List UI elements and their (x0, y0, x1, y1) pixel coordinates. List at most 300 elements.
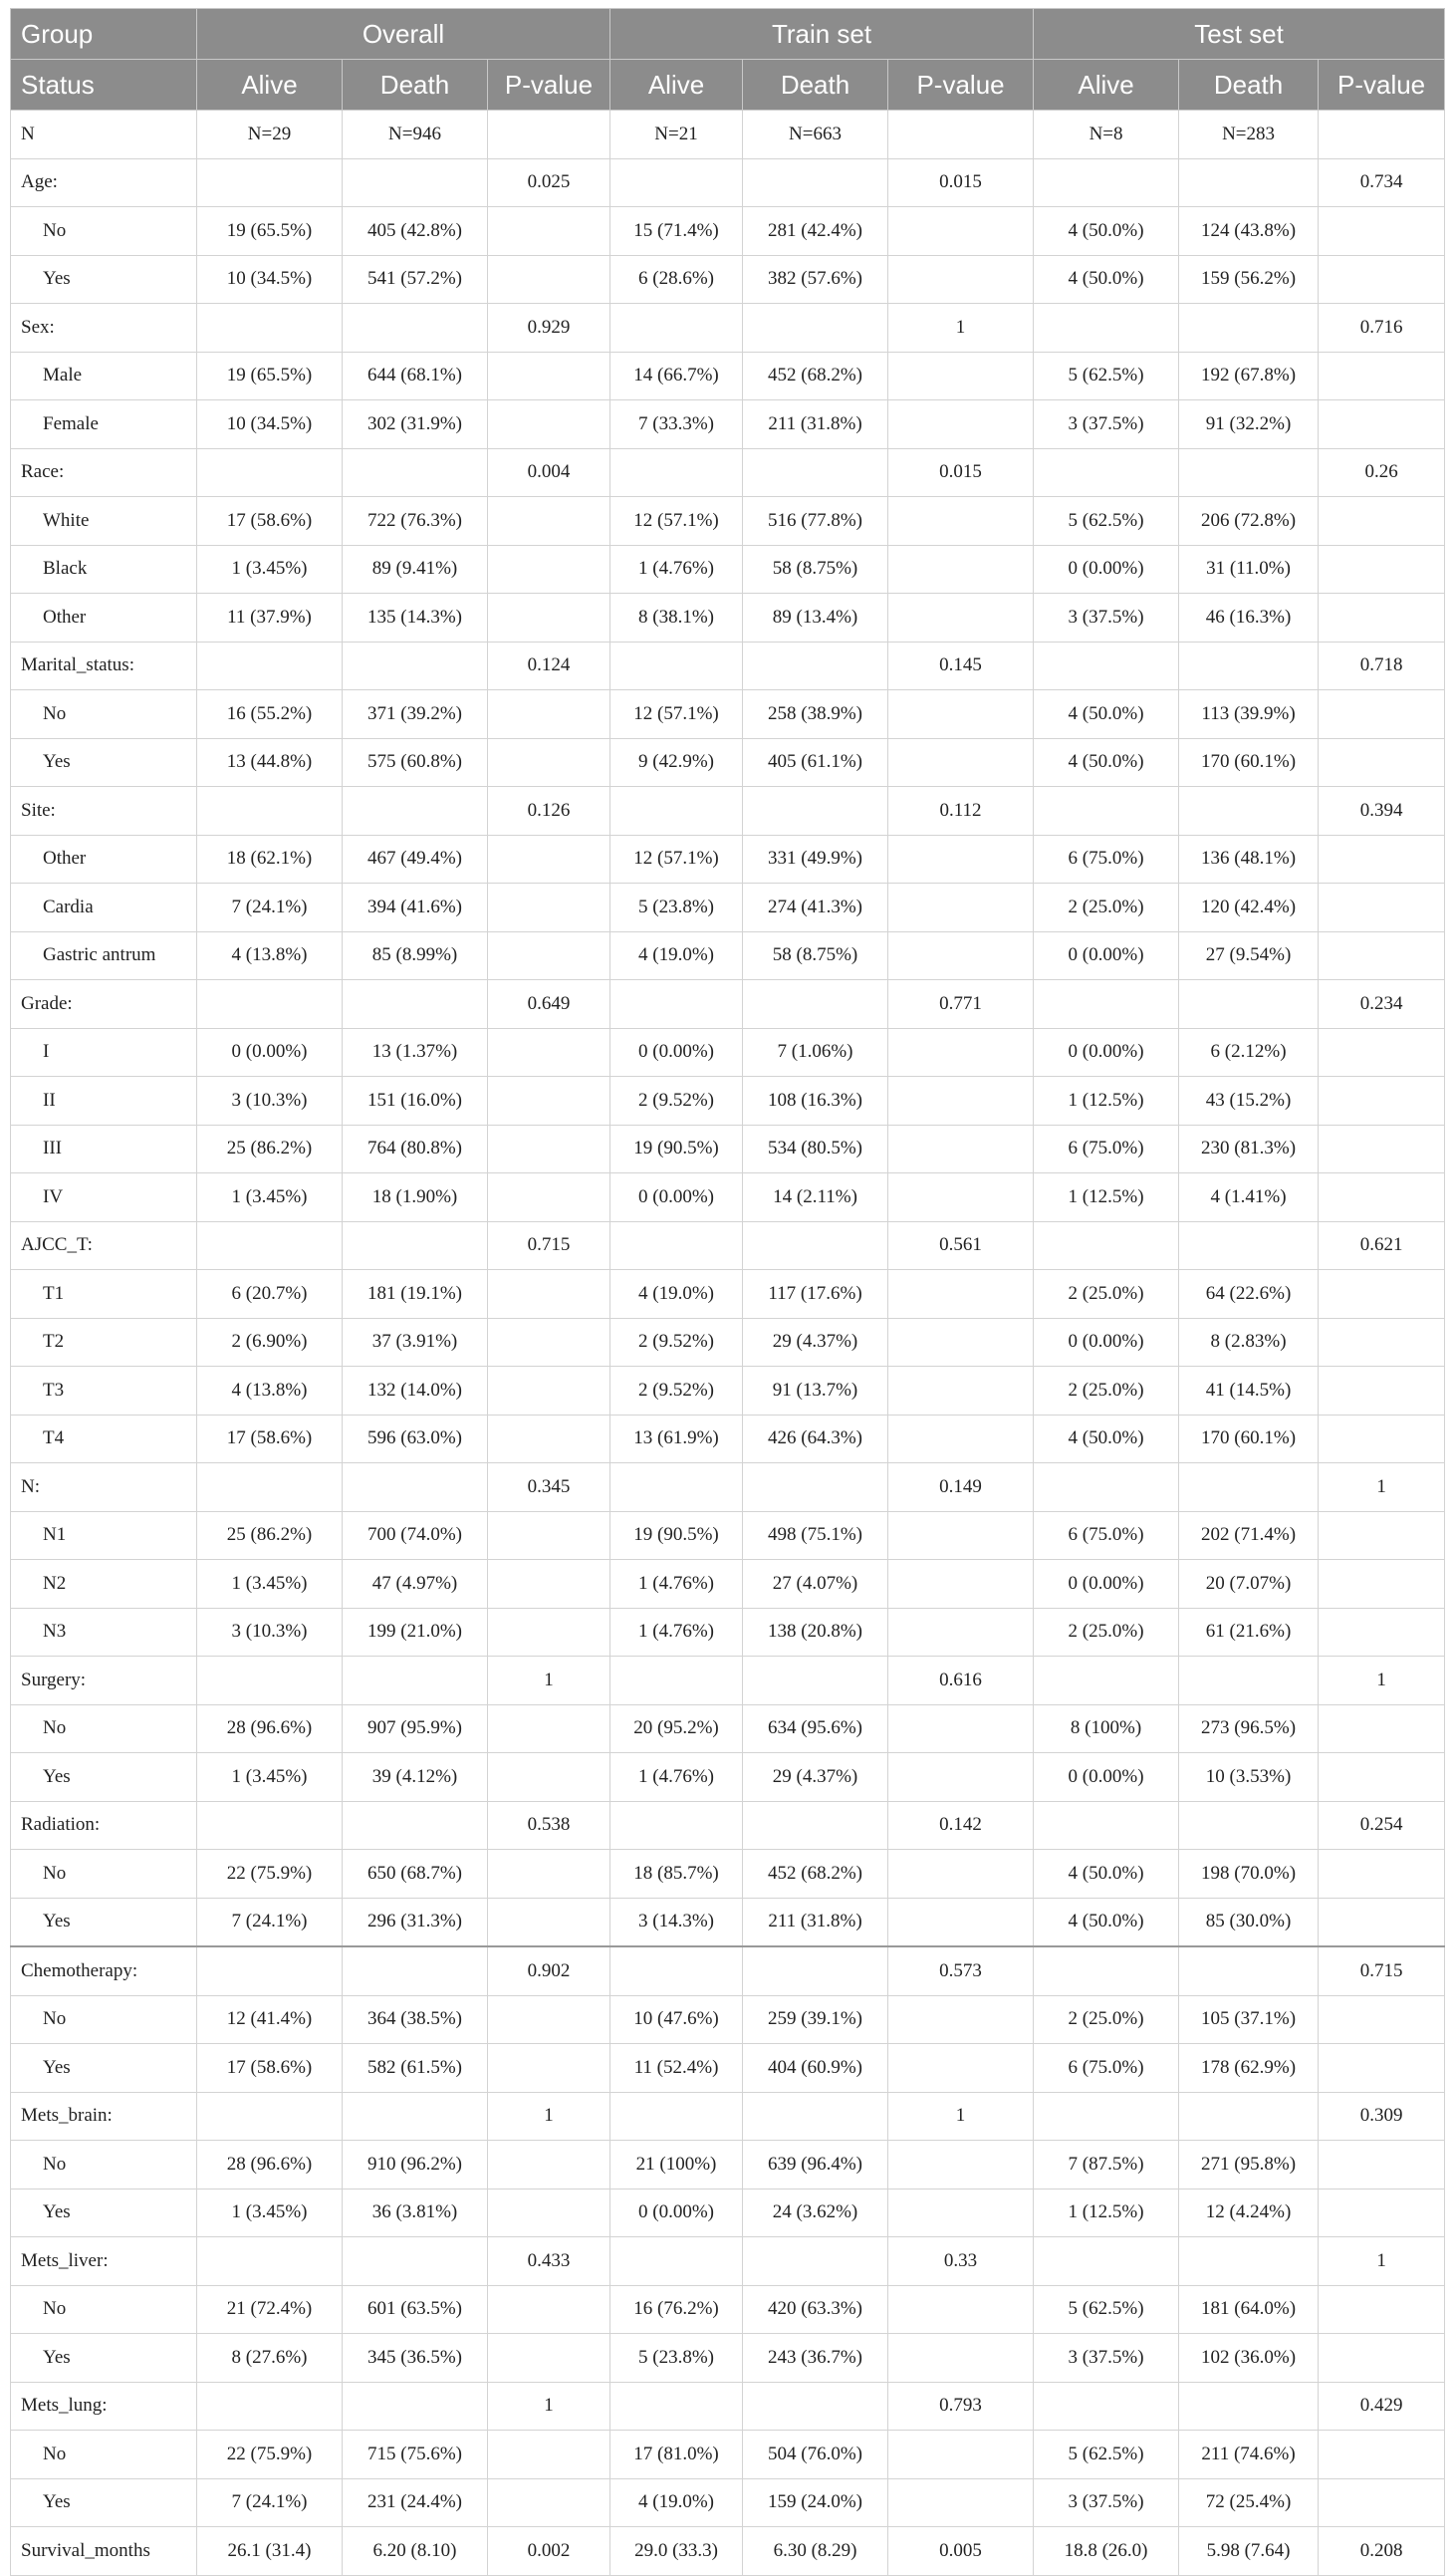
train-pvalue-cell (888, 2431, 1034, 2479)
overall-alive-cell: 12 (41.4%) (197, 1995, 343, 2044)
test-death-cell: 178 (62.9%) (1179, 2044, 1319, 2093)
test-alive-header: Alive (1034, 60, 1179, 111)
train-alive-cell: 4 (19.0%) (610, 2478, 743, 2527)
train-alive-cell: 0 (0.00%) (610, 1173, 743, 1222)
row-label: Radiation: (11, 1801, 197, 1850)
overall-pvalue-cell: 0.538 (488, 1801, 610, 1850)
test-pvalue-cell (1319, 400, 1445, 449)
overall-alive-cell: 10 (34.5%) (197, 255, 343, 304)
test-death-cell: 5.98 (7.64) (1179, 2527, 1319, 2576)
train-alive-cell (610, 1801, 743, 1850)
train-alive-cell: 8 (38.1%) (610, 594, 743, 643)
test-pvalue-cell (1319, 2141, 1445, 2190)
test-death-cell (1179, 2382, 1319, 2431)
overall-alive-cell: 4 (13.8%) (197, 931, 343, 980)
train-death-cell: 405 (61.1%) (743, 738, 888, 787)
train-pvalue-cell: 0.145 (888, 642, 1034, 690)
overall-alive-cell: 11 (37.9%) (197, 594, 343, 643)
test-alive-cell: 4 (50.0%) (1034, 690, 1179, 739)
header-row-groups (11, 9, 1445, 60)
train-alive-cell (610, 1657, 743, 1705)
train-alive-cell: 15 (71.4%) (610, 207, 743, 256)
table-row (11, 690, 1445, 739)
test-pvalue-cell (1319, 1125, 1445, 1173)
train-pvalue-cell: 0.33 (888, 2237, 1034, 2286)
test-pvalue-cell (1319, 2044, 1445, 2093)
train-alive-cell: 6 (28.6%) (610, 255, 743, 304)
row-sublabel: White (11, 497, 197, 546)
test-pvalue-cell (1319, 2285, 1445, 2334)
train-pvalue-cell (888, 2285, 1034, 2334)
table-row (11, 497, 1445, 546)
overall-alive-cell (197, 1221, 343, 1270)
test-death-cell: 61 (21.6%) (1179, 1608, 1319, 1657)
test-death-cell: 12 (4.24%) (1179, 2189, 1319, 2237)
test-alive-cell: 1 (12.5%) (1034, 2189, 1179, 2237)
train-alive-cell: 2 (9.52%) (610, 1367, 743, 1416)
overall-alive-cell: 1 (3.45%) (197, 1560, 343, 1609)
overall-pvalue-cell (488, 2478, 610, 2527)
overall-alive-cell: 19 (65.5%) (197, 352, 343, 400)
train-pvalue-cell (888, 1173, 1034, 1222)
train-alive-cell: 20 (95.2%) (610, 1704, 743, 1753)
train-pvalue-cell: 0.561 (888, 1221, 1034, 1270)
overall-alive-cell: 7 (24.1%) (197, 884, 343, 932)
overall-death-cell: 650 (68.7%) (343, 1850, 488, 1899)
overall-pvalue-cell (488, 1850, 610, 1899)
train-pvalue-cell (888, 497, 1034, 546)
overall-pvalue-cell (488, 207, 610, 256)
train-pvalue-cell (888, 1367, 1034, 1416)
overall-pvalue-cell (488, 1995, 610, 2044)
overall-alive-cell: 8 (27.6%) (197, 2334, 343, 2383)
row-sublabel: Other (11, 835, 197, 884)
train-pvalue-cell (888, 400, 1034, 449)
train-pvalue-cell (888, 690, 1034, 739)
train-death-cell: 211 (31.8%) (743, 400, 888, 449)
test-alive-cell: 3 (37.5%) (1034, 2478, 1179, 2527)
test-pvalue-cell (1319, 1608, 1445, 1657)
test-pvalue-cell (1319, 1028, 1445, 1077)
test-death-cell (1179, 448, 1319, 497)
train-death-cell: 382 (57.6%) (743, 255, 888, 304)
table-row (11, 931, 1445, 980)
table-row (11, 1125, 1445, 1173)
overall-alive-cell: 4 (13.8%) (197, 1367, 343, 1416)
table-row (11, 1511, 1445, 1560)
overall-pvalue-cell (488, 400, 610, 449)
row-label: Chemotherapy: (11, 1946, 197, 1995)
test-pvalue-cell: 0.26 (1319, 448, 1445, 497)
train-pvalue-cell (888, 1077, 1034, 1126)
train-alive-cell: 11 (52.4%) (610, 2044, 743, 2093)
row-sublabel: Other (11, 594, 197, 643)
overall-alive-cell: 3 (10.3%) (197, 1608, 343, 1657)
train-alive-cell: 16 (76.2%) (610, 2285, 743, 2334)
train-pvalue-cell: 1 (888, 304, 1034, 353)
row-label: Site: (11, 787, 197, 836)
table-row (11, 1270, 1445, 1319)
overall-pvalue-cell (488, 1704, 610, 1753)
overall-alive-cell (197, 980, 343, 1029)
train-death-cell: 281 (42.4%) (743, 207, 888, 256)
train-death-cell (743, 1221, 888, 1270)
train-death-cell (743, 787, 888, 836)
table-row (11, 1318, 1445, 1367)
test-death-cell (1179, 642, 1319, 690)
test-pvalue-cell (1319, 255, 1445, 304)
overall-pvalue-cell (488, 1270, 610, 1319)
test-pvalue-cell (1319, 1318, 1445, 1367)
train-death-cell: 138 (20.8%) (743, 1608, 888, 1657)
test-alive-cell (1034, 1463, 1179, 1512)
test-alive-cell: 2 (25.0%) (1034, 1367, 1179, 1416)
train-alive-cell: 7 (33.3%) (610, 400, 743, 449)
train-death-cell: 6.30 (8.29) (743, 2527, 888, 2576)
test-alive-cell: 18.8 (26.0) (1034, 2527, 1179, 2576)
test-alive-cell: 0 (0.00%) (1034, 1560, 1179, 1609)
overall-alive-cell: 1 (3.45%) (197, 545, 343, 594)
train-death-cell (743, 980, 888, 1029)
overall-pvalue-cell (488, 2334, 610, 2383)
test-alive-cell: 3 (37.5%) (1034, 400, 1179, 449)
test-death-cell: 271 (95.8%) (1179, 2141, 1319, 2190)
train-alive-cell (610, 448, 743, 497)
test-death-cell (1179, 158, 1319, 207)
table-row (11, 1173, 1445, 1222)
table-row (11, 2092, 1445, 2141)
test-pvalue-cell: 0.309 (1319, 2092, 1445, 2141)
table-row (11, 2285, 1445, 2334)
row-sublabel: Yes (11, 255, 197, 304)
train-pvalue-cell: 0.015 (888, 158, 1034, 207)
test-pvalue-cell: 0.208 (1319, 2527, 1445, 2576)
overall-pvalue-cell (488, 1511, 610, 1560)
train-pvalue-cell (888, 352, 1034, 400)
overall-pvalue-cell (488, 111, 610, 159)
test-alive-cell: 5 (62.5%) (1034, 2285, 1179, 2334)
train-death-cell: 420 (63.3%) (743, 2285, 888, 2334)
overall-death-cell: 181 (19.1%) (343, 1270, 488, 1319)
test-alive-cell (1034, 2382, 1179, 2431)
test-pvalue-cell (1319, 2334, 1445, 2383)
test-death-cell: 105 (37.1%) (1179, 1995, 1319, 2044)
header-row-status (11, 60, 1445, 111)
overall-pvalue-cell (488, 690, 610, 739)
train-death-cell: 89 (13.4%) (743, 594, 888, 643)
overall-alive-cell (197, 1801, 343, 1850)
train-death-cell: 29 (4.37%) (743, 1318, 888, 1367)
test-pvalue-cell: 0.716 (1319, 304, 1445, 353)
test-alive-cell: 5 (62.5%) (1034, 352, 1179, 400)
row-label: Mets_lung: (11, 2382, 197, 2431)
overall-death-cell (343, 1801, 488, 1850)
row-sublabel: Yes (11, 2478, 197, 2527)
test-alive-cell: 0 (0.00%) (1034, 545, 1179, 594)
train-pvalue-cell (888, 594, 1034, 643)
train-pvalue-cell (888, 2334, 1034, 2383)
overall-death-cell: 37 (3.91%) (343, 1318, 488, 1367)
train-death-cell: 404 (60.9%) (743, 2044, 888, 2093)
train-death-cell: 7 (1.06%) (743, 1028, 888, 1077)
overall-pvalue-cell (488, 1173, 610, 1222)
test-pvalue-cell (1319, 111, 1445, 159)
overall-death-cell: 13 (1.37%) (343, 1028, 488, 1077)
row-sublabel: Yes (11, 738, 197, 787)
row-label: Mets_brain: (11, 2092, 197, 2141)
test-death-cell: 170 (60.1%) (1179, 738, 1319, 787)
overall-alive-cell (197, 2382, 343, 2431)
test-set-header: Test set (1034, 9, 1445, 60)
table-row (11, 2431, 1445, 2479)
train-pvalue-cell (888, 1608, 1034, 1657)
train-death-cell: 91 (13.7%) (743, 1367, 888, 1416)
row-sublabel: No (11, 2431, 197, 2479)
train-death-cell: 29 (4.37%) (743, 1753, 888, 1802)
test-alive-cell (1034, 1946, 1179, 1995)
train-death-cell: 274 (41.3%) (743, 884, 888, 932)
row-label: Age: (11, 158, 197, 207)
train-alive-cell: 12 (57.1%) (610, 835, 743, 884)
overall-death-cell: 582 (61.5%) (343, 2044, 488, 2093)
test-death-cell: 85 (30.0%) (1179, 1898, 1319, 1946)
test-alive-cell: 2 (25.0%) (1034, 884, 1179, 932)
table-row (11, 2189, 1445, 2237)
overall-alive-cell (197, 2237, 343, 2286)
test-pvalue-cell (1319, 545, 1445, 594)
overall-alive-cell: 1 (3.45%) (197, 1753, 343, 1802)
test-alive-cell: 5 (62.5%) (1034, 2431, 1179, 2479)
table-row (11, 594, 1445, 643)
overall-pvalue-header: P-value (488, 60, 610, 111)
train-death-cell (743, 1657, 888, 1705)
overall-death-cell (343, 2237, 488, 2286)
train-alive-header: Alive (610, 60, 743, 111)
overall-death-cell: 151 (16.0%) (343, 1077, 488, 1126)
test-death-cell: 64 (22.6%) (1179, 1270, 1319, 1319)
overall-pvalue-cell (488, 497, 610, 546)
train-pvalue-cell: 0.616 (888, 1657, 1034, 1705)
test-death-cell: 113 (39.9%) (1179, 690, 1319, 739)
row-sublabel: II (11, 1077, 197, 1126)
test-death-cell: 43 (15.2%) (1179, 1077, 1319, 1126)
train-pvalue-cell (888, 2141, 1034, 2190)
overall-pvalue-cell: 0.025 (488, 158, 610, 207)
table-row (11, 448, 1445, 497)
train-death-cell: 258 (38.9%) (743, 690, 888, 739)
test-alive-cell: 5 (62.5%) (1034, 497, 1179, 546)
train-alive-cell: 0 (0.00%) (610, 1028, 743, 1077)
test-death-cell: 170 (60.1%) (1179, 1415, 1319, 1463)
overall-alive-cell (197, 304, 343, 353)
overall-alive-cell: 17 (58.6%) (197, 2044, 343, 2093)
row-sublabel: T1 (11, 1270, 197, 1319)
test-pvalue-cell (1319, 1367, 1445, 1416)
test-death-cell: 4 (1.41%) (1179, 1173, 1319, 1222)
train-death-cell (743, 158, 888, 207)
test-alive-cell (1034, 2237, 1179, 2286)
train-alive-cell: 13 (61.9%) (610, 1415, 743, 1463)
test-alive-cell: 3 (37.5%) (1034, 594, 1179, 643)
train-alive-cell: 29.0 (33.3) (610, 2527, 743, 2576)
train-pvalue-cell (888, 1318, 1034, 1367)
overall-death-cell (343, 1946, 488, 1995)
train-alive-cell: 9 (42.9%) (610, 738, 743, 787)
overall-pvalue-cell: 0.715 (488, 1221, 610, 1270)
train-death-cell (743, 448, 888, 497)
test-pvalue-cell (1319, 2478, 1445, 2527)
row-label: Marital_status: (11, 642, 197, 690)
overall-alive-cell (197, 1657, 343, 1705)
overall-death-cell: 47 (4.97%) (343, 1560, 488, 1609)
overall-death-cell: 907 (95.9%) (343, 1704, 488, 1753)
train-alive-cell (610, 158, 743, 207)
train-pvalue-cell (888, 1270, 1034, 1319)
train-death-cell (743, 1463, 888, 1512)
test-death-cell: 192 (67.8%) (1179, 352, 1319, 400)
test-pvalue-cell (1319, 884, 1445, 932)
train-alive-cell (610, 2382, 743, 2431)
row-sublabel: Yes (11, 1898, 197, 1946)
train-death-cell: 516 (77.8%) (743, 497, 888, 546)
train-death-cell (743, 2237, 888, 2286)
table-row (11, 1367, 1445, 1416)
train-death-cell: 452 (68.2%) (743, 1850, 888, 1899)
overall-alive-cell: 22 (75.9%) (197, 2431, 343, 2479)
test-alive-cell: 4 (50.0%) (1034, 738, 1179, 787)
overall-death-cell (343, 1463, 488, 1512)
overall-death-cell: 601 (63.5%) (343, 2285, 488, 2334)
table-row (11, 1221, 1445, 1270)
overall-death-cell (343, 304, 488, 353)
table-row (11, 1801, 1445, 1850)
test-death-cell (1179, 1946, 1319, 1995)
train-pvalue-cell (888, 1753, 1034, 1802)
test-death-cell: 46 (16.3%) (1179, 594, 1319, 643)
row-sublabel: Yes (11, 2334, 197, 2383)
overall-pvalue-cell (488, 1753, 610, 1802)
test-death-cell: 211 (74.6%) (1179, 2431, 1319, 2479)
overall-death-cell: N=946 (343, 111, 488, 159)
test-alive-cell: 6 (75.0%) (1034, 835, 1179, 884)
overall-death-cell: 575 (60.8%) (343, 738, 488, 787)
overall-death-cell: 18 (1.90%) (343, 1173, 488, 1222)
overall-death-cell: 132 (14.0%) (343, 1367, 488, 1416)
overall-pvalue-cell (488, 1898, 610, 1946)
overall-alive-cell: 16 (55.2%) (197, 690, 343, 739)
overall-death-cell: 199 (21.0%) (343, 1608, 488, 1657)
row-sublabel: No (11, 1995, 197, 2044)
table-row (11, 835, 1445, 884)
train-alive-cell: 2 (9.52%) (610, 1077, 743, 1126)
test-alive-cell: 0 (0.00%) (1034, 1318, 1179, 1367)
train-alive-cell: 5 (23.8%) (610, 2334, 743, 2383)
test-death-cell: 6 (2.12%) (1179, 1028, 1319, 1077)
test-death-cell: 102 (36.0%) (1179, 2334, 1319, 2383)
table-row (11, 545, 1445, 594)
train-pvalue-cell (888, 884, 1034, 932)
test-pvalue-cell: 0.429 (1319, 2382, 1445, 2431)
overall-pvalue-cell (488, 545, 610, 594)
test-death-cell: 124 (43.8%) (1179, 207, 1319, 256)
row-label: Survival_months (11, 2527, 197, 2576)
train-pvalue-cell: 1 (888, 2092, 1034, 2141)
train-alive-cell (610, 642, 743, 690)
overall-pvalue-cell (488, 1028, 610, 1077)
train-alive-cell: 12 (57.1%) (610, 497, 743, 546)
train-alive-cell: 3 (14.3%) (610, 1898, 743, 1946)
train-alive-cell (610, 1221, 743, 1270)
train-pvalue-cell: 0.793 (888, 2382, 1034, 2431)
overall-pvalue-cell: 1 (488, 2092, 610, 2141)
test-death-cell: 10 (3.53%) (1179, 1753, 1319, 1802)
test-pvalue-cell (1319, 1270, 1445, 1319)
table-row (11, 2527, 1445, 2576)
test-death-cell: 20 (7.07%) (1179, 1560, 1319, 1609)
table-row (11, 642, 1445, 690)
overall-death-cell: 135 (14.3%) (343, 594, 488, 643)
table-row (11, 980, 1445, 1029)
train-death-cell: 426 (64.3%) (743, 1415, 888, 1463)
train-alive-cell: 19 (90.5%) (610, 1511, 743, 1560)
table-row (11, 1704, 1445, 1753)
overall-pvalue-cell (488, 352, 610, 400)
train-alive-cell (610, 787, 743, 836)
test-alive-cell: 6 (75.0%) (1034, 1511, 1179, 1560)
test-pvalue-cell: 1 (1319, 2237, 1445, 2286)
test-alive-cell: 2 (25.0%) (1034, 1608, 1179, 1657)
test-alive-cell (1034, 448, 1179, 497)
table-row (11, 1560, 1445, 1609)
test-pvalue-cell (1319, 2189, 1445, 2237)
row-sublabel: N3 (11, 1608, 197, 1657)
overall-pvalue-cell: 0.004 (488, 448, 610, 497)
overall-alive-cell: 25 (86.2%) (197, 1125, 343, 1173)
train-pvalue-cell: 0.015 (888, 448, 1034, 497)
train-pvalue-cell (888, 1125, 1034, 1173)
test-alive-cell (1034, 787, 1179, 836)
train-alive-cell: 4 (19.0%) (610, 931, 743, 980)
train-death-cell: 504 (76.0%) (743, 2431, 888, 2479)
overall-death-cell (343, 2092, 488, 2141)
train-death-cell: 108 (16.3%) (743, 1077, 888, 1126)
status-header: Status (11, 60, 197, 111)
train-death-cell: 24 (3.62%) (743, 2189, 888, 2237)
test-pvalue-cell (1319, 690, 1445, 739)
train-alive-cell: 4 (19.0%) (610, 1270, 743, 1319)
test-death-cell: 27 (9.54%) (1179, 931, 1319, 980)
train-alive-cell: 19 (90.5%) (610, 1125, 743, 1173)
overall-alive-cell: 17 (58.6%) (197, 497, 343, 546)
train-death-cell: N=663 (743, 111, 888, 159)
test-alive-cell: 4 (50.0%) (1034, 1415, 1179, 1463)
train-death-cell (743, 2092, 888, 2141)
test-pvalue-header: P-value (1319, 60, 1445, 111)
test-death-cell (1179, 1463, 1319, 1512)
table-row (11, 738, 1445, 787)
test-pvalue-cell (1319, 1077, 1445, 1126)
overall-pvalue-cell (488, 2189, 610, 2237)
row-sublabel: No (11, 1704, 197, 1753)
overall-death-cell: 541 (57.2%) (343, 255, 488, 304)
test-alive-cell: 0 (0.00%) (1034, 1753, 1179, 1802)
overall-death-cell: 467 (49.4%) (343, 835, 488, 884)
train-alive-cell: 1 (4.76%) (610, 1753, 743, 1802)
overall-death-cell (343, 1221, 488, 1270)
overall-pvalue-cell: 0.433 (488, 2237, 610, 2286)
table-row (11, 1946, 1445, 1995)
overall-death-cell: 644 (68.1%) (343, 352, 488, 400)
